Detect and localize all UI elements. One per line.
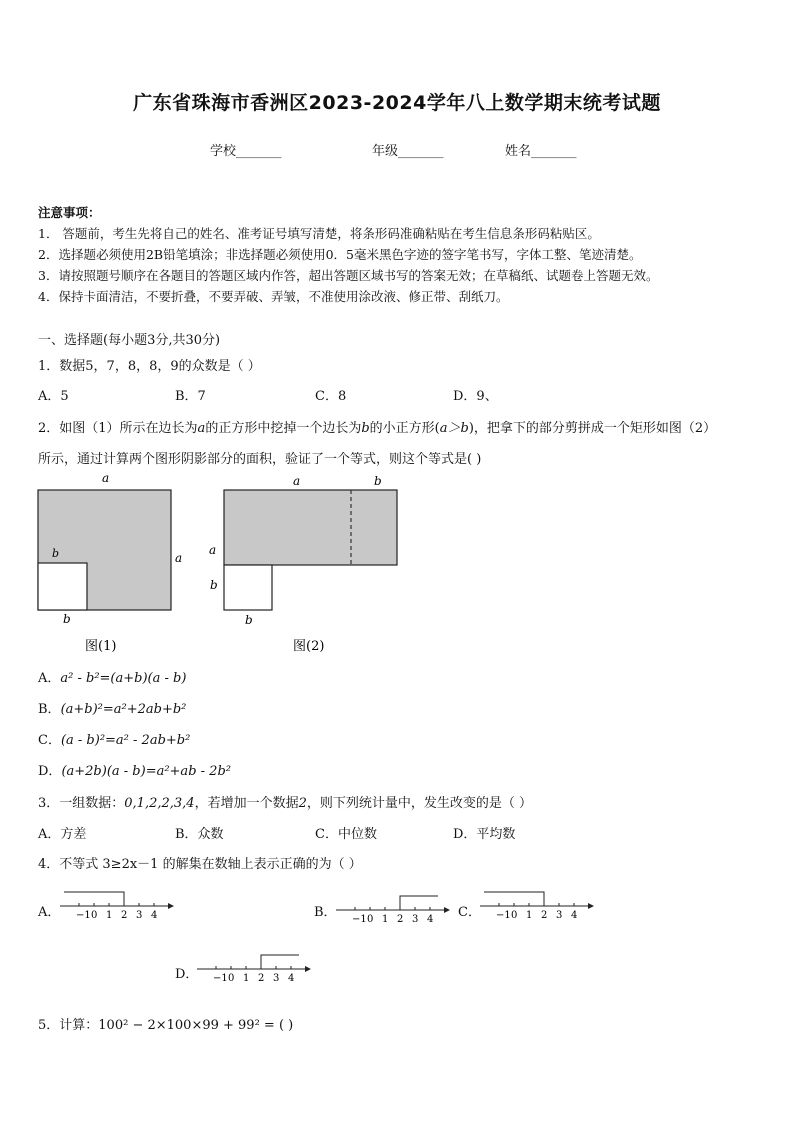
q1-option-c: C．8 xyxy=(315,389,347,404)
number-line-tick-label: 2 xyxy=(121,910,128,921)
q1-stem: 1．数据5，7，8，8，9的众数是（ ） xyxy=(38,359,261,374)
figure1-label-right: a xyxy=(175,551,183,565)
figure2-label-top-a: a xyxy=(293,474,301,488)
notice-item-4: 4．保持卡面清洁，不要折叠，不要弄破、弄皱，不准使用涂改液、修正带、刮纸刀。 xyxy=(38,289,509,304)
number-line-tick-label: −1 xyxy=(352,914,367,925)
q2-option-a: A．a² - b²=(a+b)(a - b) xyxy=(38,671,187,686)
figure2-label-bottom: b xyxy=(245,613,253,627)
school-field: 学校_______ xyxy=(210,144,282,159)
number-line-arrow xyxy=(588,903,594,909)
q2-option-c: C．(a - b)²=a² - 2ab+b² xyxy=(38,733,191,748)
section-heading: 一、选择题(每小题3分,共30分) xyxy=(38,333,221,348)
notice-item-3: 3．请按照题号顺序在各题目的答题区域内作答，超出答题区域书写的答案无效；在草稿纸、试题卷上答题无效。 xyxy=(38,268,659,283)
number-line-tick-label: 1 xyxy=(526,910,533,921)
q4-number-line-b xyxy=(336,892,456,928)
q4-stem: 4．不等式 3≥2x－1 的解集在数轴上表示正确的为（ ） xyxy=(38,857,362,872)
number-line-arrow xyxy=(444,907,450,913)
number-line-tick-label: 2 xyxy=(397,914,404,925)
figure1-inner-square xyxy=(38,563,87,610)
q1-option-a: A．5 xyxy=(38,389,69,404)
number-line-tick-label: 3 xyxy=(412,914,419,925)
q3-option-c: C．中位数 xyxy=(315,827,377,842)
exam-title: 广东省珠海市香洲区2023-2024学年八上数学期末统考试题 xyxy=(133,92,661,114)
q4-option-b-label: B． xyxy=(314,905,337,920)
q5-stem: 5．计算：100² − 2×100×99 + 99² = ( ) xyxy=(38,1018,294,1033)
q3-stem: 3．一组数据：0,1,2,2,3,4，若增加一个数据2，则下列统计量中，发生改变的是（ ） xyxy=(38,796,533,811)
q4-option-c-label: C． xyxy=(458,905,481,920)
number-line-tick-label: 0 xyxy=(228,973,235,984)
q3-option-b: B．众数 xyxy=(175,827,224,842)
q4-option-a-label: A． xyxy=(38,905,61,920)
solution-set-bracket xyxy=(261,955,299,969)
notice-heading: 注意事项： xyxy=(38,205,101,220)
figure2-small-square xyxy=(224,565,272,610)
figure2-shaded-rectangle xyxy=(224,490,397,565)
number-line-tick-label: 4 xyxy=(288,973,295,984)
number-line-tick-label: 1 xyxy=(106,910,113,921)
figure2-label-left-a: a xyxy=(209,543,217,557)
figure1-label-bottom: b xyxy=(63,612,71,626)
notice-item-2: 2．选择题必须使用2B铅笔填涂；非选择题必须使用0．5毫米黑色字迹的签字笔书写，字体工整、笔迹清楚。 xyxy=(38,247,642,262)
number-line-tick-label: 0 xyxy=(511,910,518,921)
solution-set-bracket xyxy=(400,896,438,910)
notice-item-1: 1． 答题前，考生先将自己的姓名、准考证号填写清楚，将条形码准确粘贴在考生信息条形码粘贴区。 xyxy=(38,226,600,241)
figure2-label-left-b: b xyxy=(210,578,218,592)
figure1-label-inner: b xyxy=(52,547,60,560)
q2-option-b: B．(a+b)²=a²+2ab+b² xyxy=(38,702,187,717)
figure1-label-top: a xyxy=(102,471,110,485)
q4-number-line-d xyxy=(197,951,317,987)
number-line-tick-label: 3 xyxy=(556,910,563,921)
q2-figure-2 xyxy=(204,468,414,658)
q2-stem-line2: 所示，通过计算两个图形阴影部分的面积，验证了一个等式，则这个等式是( ) xyxy=(38,452,482,467)
figure2-caption: 图(2) xyxy=(293,639,325,654)
grade-field: 年级_______ xyxy=(372,144,444,159)
number-line-tick-label: 0 xyxy=(91,910,98,921)
number-line-tick-label: 0 xyxy=(367,914,374,925)
q4-number-line-a xyxy=(60,888,180,924)
q3-option-d: D．平均数 xyxy=(453,827,516,842)
q2-option-d: D．(a+2b)(a - b)=a²+ab - 2b² xyxy=(38,764,231,779)
name-field: 姓名_______ xyxy=(505,144,577,159)
number-line-tick-label: 3 xyxy=(136,910,143,921)
number-line-tick-label: 2 xyxy=(258,973,265,984)
number-line-tick-label: 4 xyxy=(571,910,578,921)
number-line-tick-label: 2 xyxy=(541,910,548,921)
number-line-arrow xyxy=(305,966,311,972)
number-line-tick-label: 1 xyxy=(243,973,250,984)
number-line-tick-label: −1 xyxy=(76,910,91,921)
number-line-tick-label: 4 xyxy=(427,914,434,925)
q2-figure-1 xyxy=(30,468,200,658)
number-line-tick-label: 3 xyxy=(273,973,280,984)
q4-option-d-label: D． xyxy=(175,967,199,982)
figure1-caption: 图(1) xyxy=(85,639,117,654)
number-line-tick-label: −1 xyxy=(213,973,228,984)
q2-stem-line1: 2．如图（1）所示在边长为a的正方形中挖掉一个边长为b的小正方形(a＞b)，把拿下的部分剪拼成一个矩形如图（2） xyxy=(38,421,717,436)
q1-option-b: B．7 xyxy=(175,389,206,404)
number-line-tick-label: −1 xyxy=(496,910,511,921)
q4-number-line-c xyxy=(480,888,600,924)
q1-option-d: D．9、 xyxy=(453,389,498,404)
number-line-tick-label: 1 xyxy=(382,914,389,925)
number-line-tick-label: 4 xyxy=(151,910,158,921)
number-line-arrow xyxy=(168,903,174,909)
figure2-label-top-b: b xyxy=(374,474,382,488)
q3-option-a: A．方差 xyxy=(38,827,87,842)
